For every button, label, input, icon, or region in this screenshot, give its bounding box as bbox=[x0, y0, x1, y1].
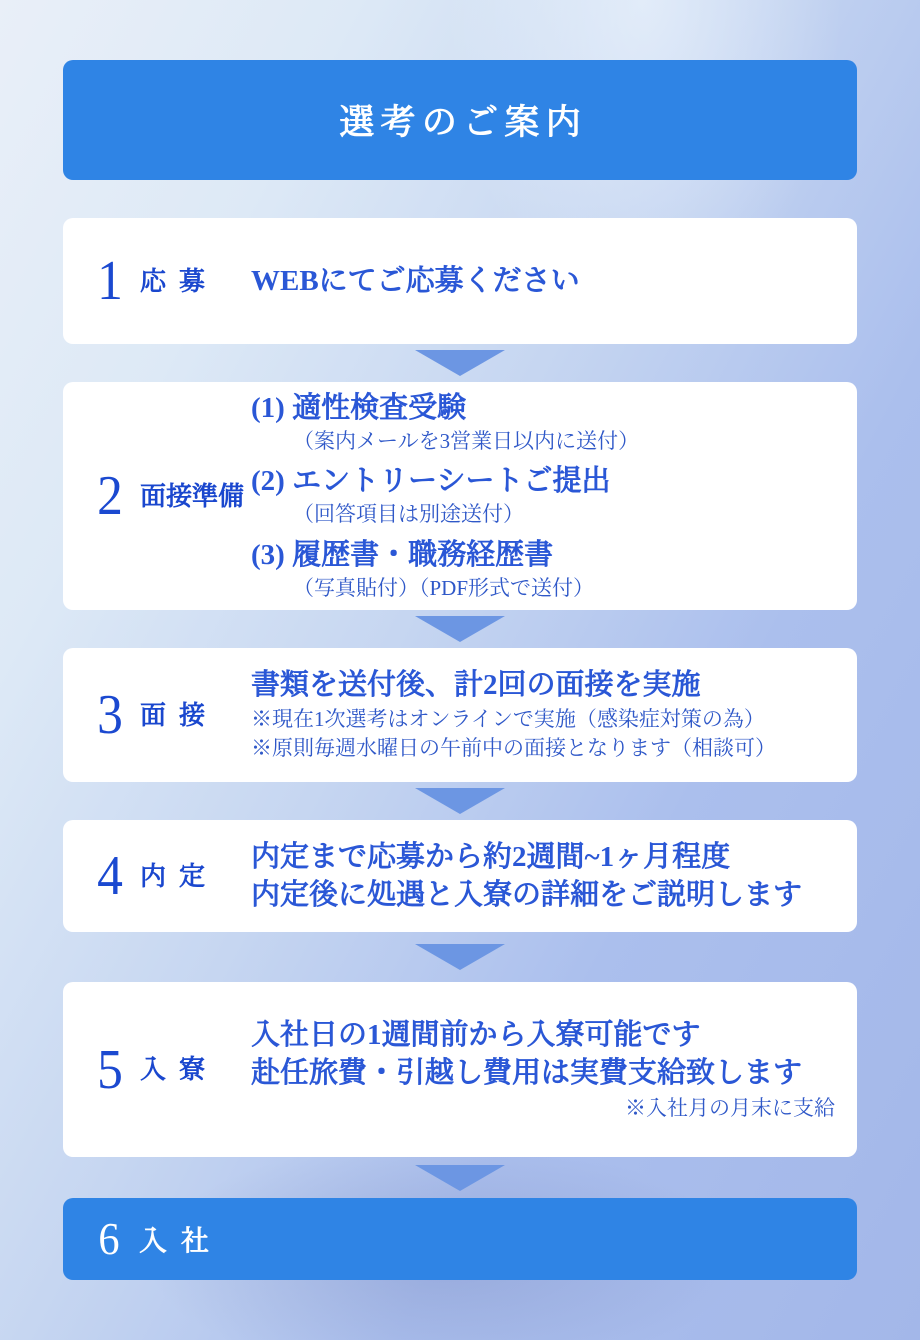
flow-gap bbox=[63, 782, 857, 820]
doc-item-note: （写真貼付）（PDF形式で送付） bbox=[293, 576, 595, 601]
step-2-label: 面接準備 bbox=[140, 480, 245, 511]
page-title: 選考のご案内 bbox=[339, 103, 588, 142]
step-card-offer bbox=[63, 820, 857, 932]
doc-item-entry-sheet bbox=[251, 462, 839, 530]
step-5-body bbox=[251, 1016, 857, 1124]
step-1-number: 1 bbox=[97, 250, 123, 312]
step-1-text: WEBにてご応募ください bbox=[251, 264, 580, 297]
step-4-label: 内 定 bbox=[140, 860, 206, 891]
step-5-number: 5 bbox=[97, 1038, 123, 1101]
flow-gap bbox=[63, 344, 857, 382]
flow-gap bbox=[63, 1157, 857, 1198]
step-3-note-schedule: ※原則毎週水曜日の午前中の面接となります（相談可） bbox=[251, 736, 776, 761]
step-3-heading bbox=[63, 684, 251, 746]
doc-item-note: （回答項目は別途送付） bbox=[293, 502, 524, 527]
step-card-joining bbox=[63, 1198, 857, 1280]
step-2-number: 2 bbox=[97, 465, 123, 527]
step-2-heading bbox=[63, 465, 251, 527]
step-3-body bbox=[251, 666, 857, 763]
flow-gap bbox=[63, 610, 857, 648]
step-4-line-details: 内定後に処遇と入寮の詳細をご説明します bbox=[251, 879, 803, 911]
step-4-line-duration: 内定まで応募から約2週間~1ヶ月程度 bbox=[251, 840, 731, 873]
doc-item-main: (2) エントリーシートご提出 bbox=[251, 465, 611, 498]
step-card-dormitory bbox=[63, 982, 857, 1157]
step-4-body bbox=[251, 838, 857, 915]
step-5-line-expenses: 赴任旅費・引越し費用は実費支給致します bbox=[251, 1056, 803, 1089]
step-2-body bbox=[251, 389, 857, 604]
step-6-label: 入 社 bbox=[139, 1225, 210, 1256]
step-6-number: 6 bbox=[98, 1213, 120, 1264]
down-arrow-icon bbox=[415, 944, 505, 970]
step-1-heading bbox=[63, 250, 251, 312]
down-arrow-icon bbox=[415, 616, 505, 642]
doc-item-note: （案内メールを3営業日以内に送付） bbox=[293, 428, 640, 453]
step-card-interview-prep bbox=[63, 382, 857, 610]
step-5-line-movein: 入社日の1週間前から入寮可能です bbox=[251, 1018, 701, 1051]
doc-item-aptitude-test bbox=[251, 389, 839, 457]
step-5-heading bbox=[63, 1038, 251, 1101]
step-1-label: 応 募 bbox=[140, 265, 206, 296]
down-arrow-icon bbox=[415, 788, 505, 814]
down-arrow-icon bbox=[415, 350, 505, 376]
step-4-heading bbox=[63, 845, 251, 907]
doc-item-main: (1) 適性検査受験 bbox=[251, 391, 467, 424]
page-title-banner bbox=[63, 60, 857, 180]
down-arrow-icon bbox=[415, 1165, 505, 1191]
step-5-label: 入 寮 bbox=[140, 1054, 206, 1085]
doc-item-resume bbox=[251, 536, 839, 604]
step-3-number: 3 bbox=[97, 684, 123, 746]
step-card-apply bbox=[63, 218, 857, 344]
step-4-number: 4 bbox=[97, 845, 123, 907]
flow-gap bbox=[63, 932, 857, 982]
step-3-note-online: ※現在1次選考はオンラインで実施（感染症対策の為） bbox=[251, 706, 765, 731]
step-5-note-payment: ※入社月の月末に支給 bbox=[625, 1096, 835, 1121]
step-3-text: 書類を送付後、計2回の面接を実施 bbox=[251, 669, 701, 702]
doc-item-main: (3) 履歴書・職務経歴書 bbox=[251, 538, 554, 571]
step-3-label: 面 接 bbox=[140, 699, 206, 730]
step-1-body bbox=[251, 262, 857, 300]
step-card-interview bbox=[63, 648, 857, 782]
